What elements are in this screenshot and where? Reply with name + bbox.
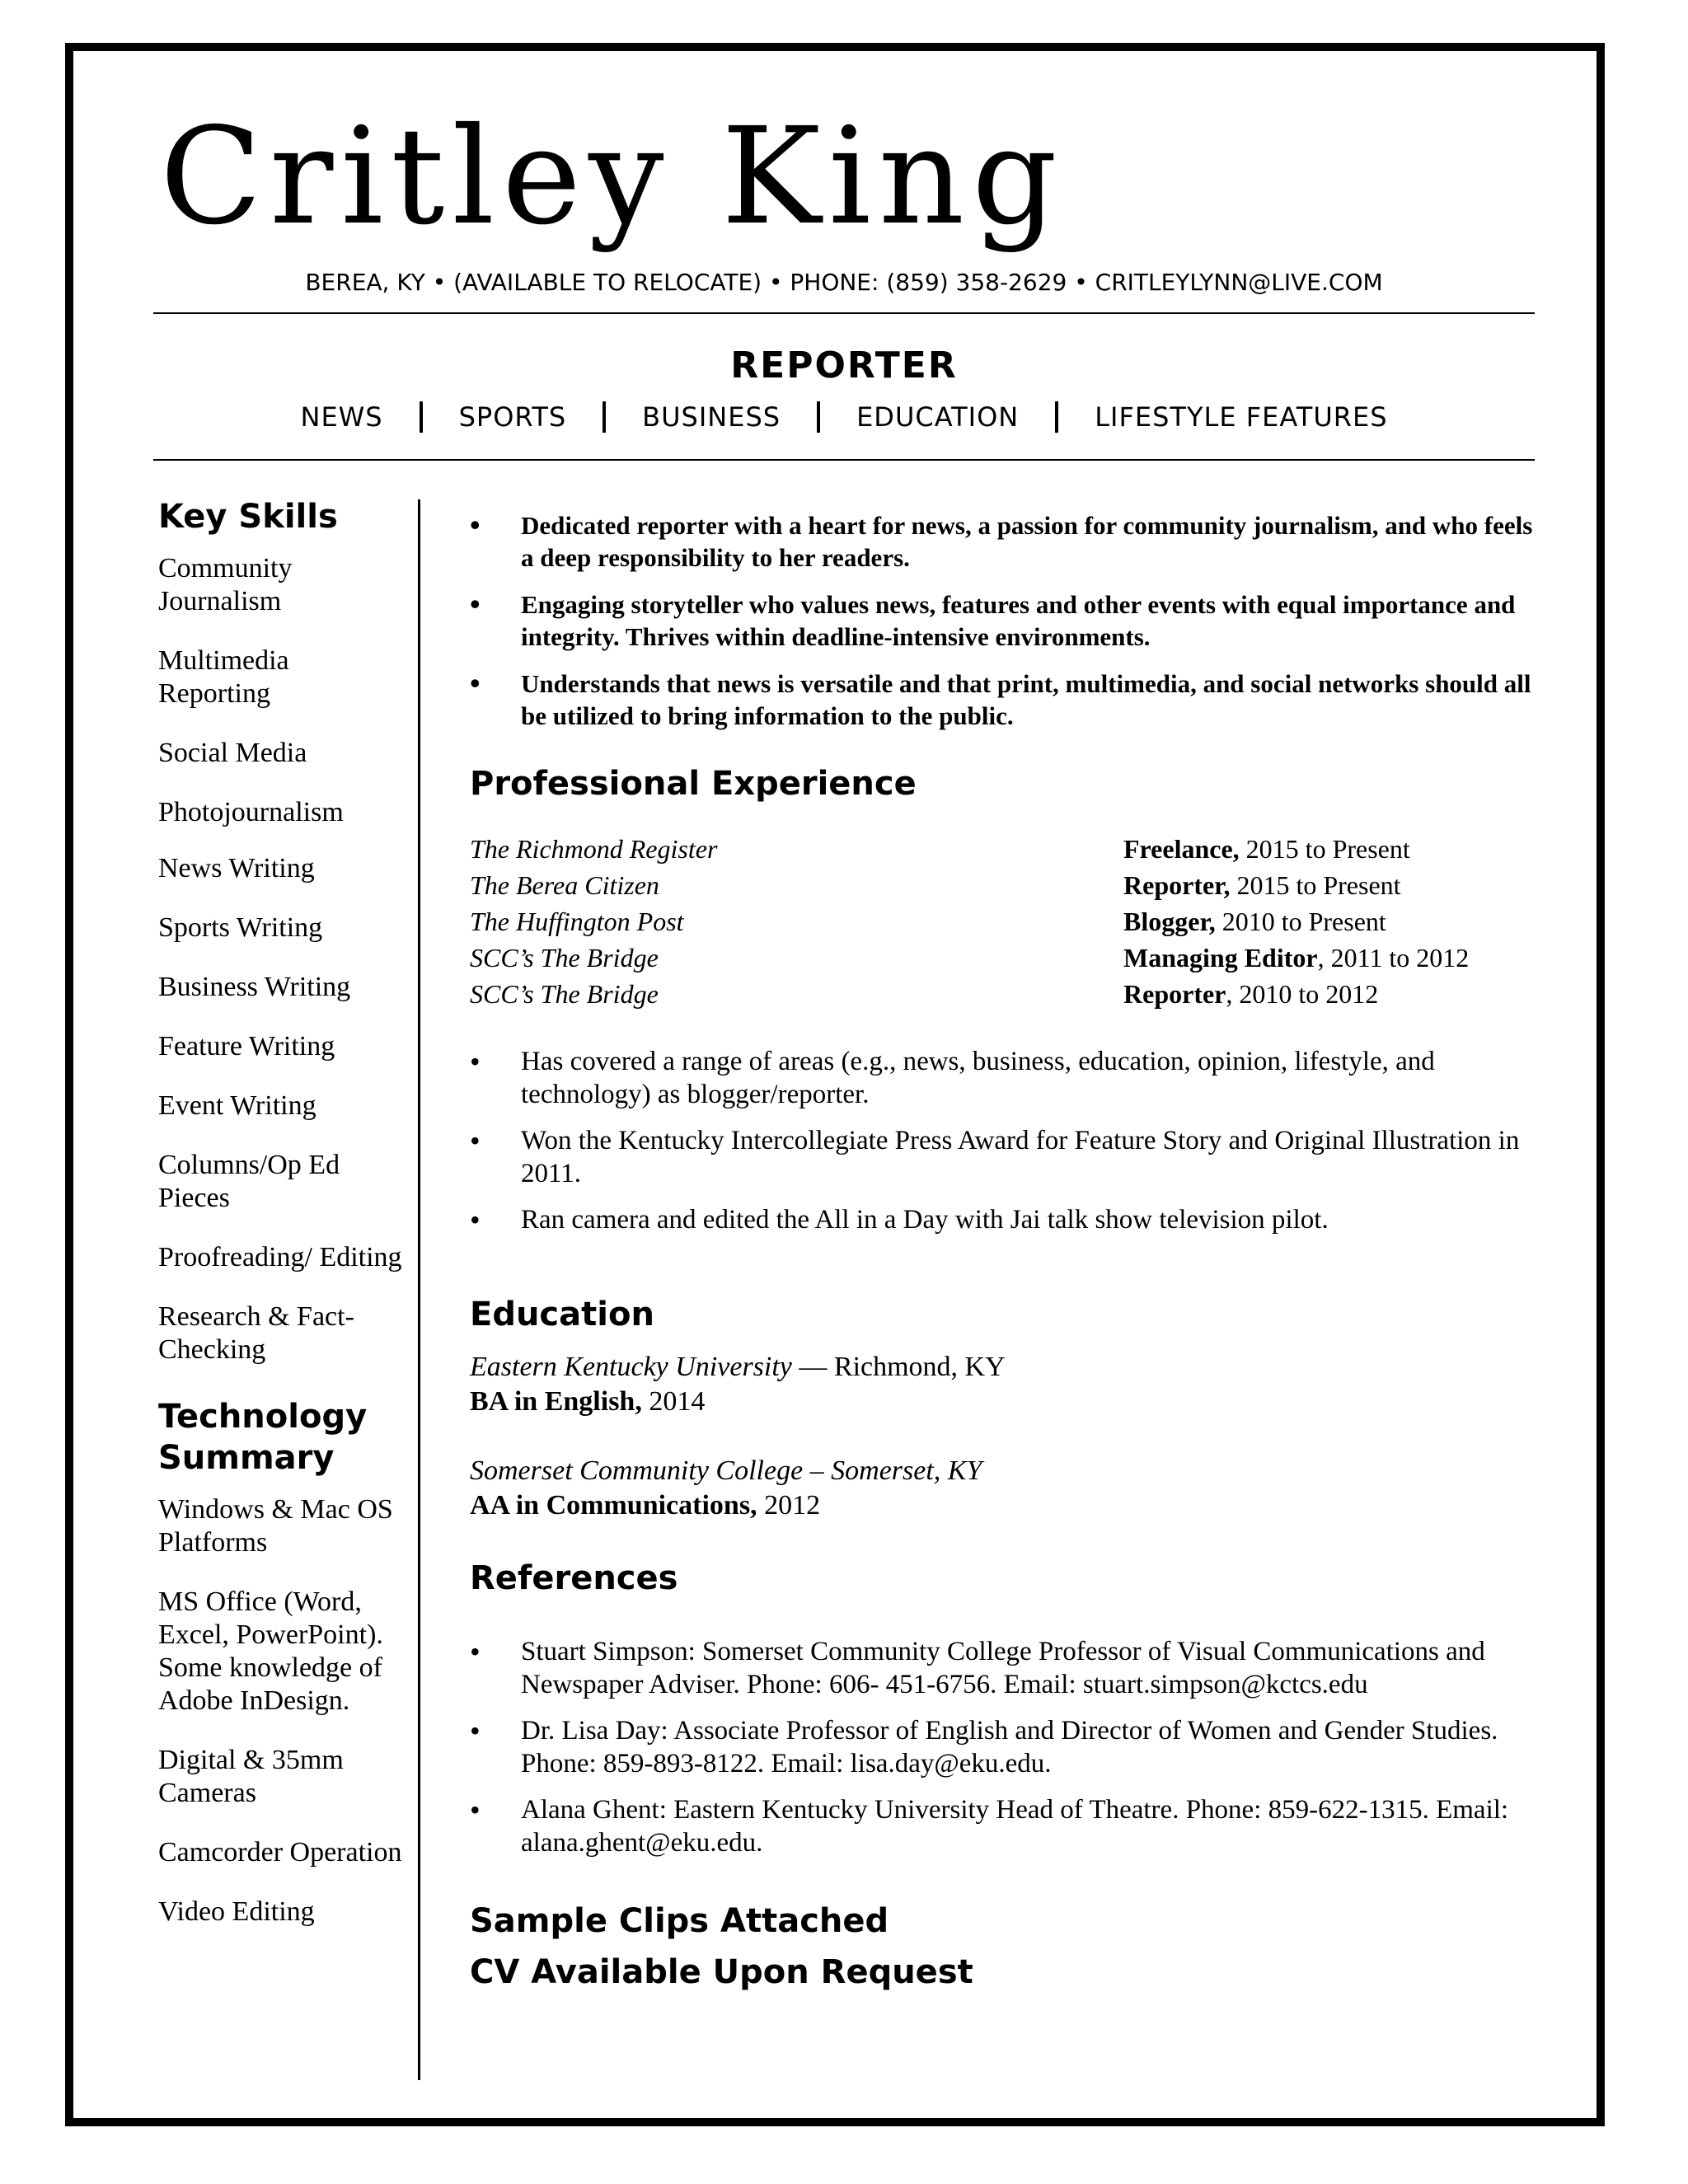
school-name: Eastern Kentucky University [470, 1352, 792, 1382]
candidate-name: Critley King [160, 100, 1065, 255]
section-divider [153, 459, 1535, 461]
experience-item: • Ran camera and edited the All in a Day with Jai talk show television pilot. [470, 1203, 1533, 1236]
tech-item: Windows & Mac OS Platforms [158, 1494, 393, 1558]
reference-item: • Stuart Simpson: Somerset Community College Professor of Visual Communications and Newspaper Adviser. Phone: 606- 451-6756. Email: stuart.simpson@kctcs.edu [470, 1635, 1533, 1701]
degree-year: 2012 [757, 1490, 821, 1521]
job-title: REPORTER [730, 344, 958, 387]
technology-list [158, 1493, 406, 1929]
sidebar [158, 496, 406, 1955]
job-position: Reporter, 2010 to 2012 [1123, 979, 1379, 1009]
focus-area: LIFESTYLE FEATURES [1095, 401, 1388, 433]
separator [420, 401, 423, 433]
job-row [470, 976, 1533, 1012]
focus-area: SPORTS [458, 401, 567, 433]
skill-item: Photojournalism [158, 797, 344, 827]
skill-item: Research & Fact-Checking [158, 1301, 354, 1365]
summary-item: • Understands that news is versatile and that print, multimedia, and social networks should all be utilized to bring information to the public. [470, 668, 1533, 732]
skill-item: News Writing [158, 853, 315, 883]
tech-item: Digital & 35mm Cameras [158, 1745, 344, 1808]
experience-heading: Professional Experience [470, 765, 917, 803]
cv-available-note: CV Available Upon Request [470, 1953, 973, 1991]
references-heading: References [470, 1559, 678, 1597]
header-divider [153, 312, 1535, 314]
focus-area: EDUCATION [856, 401, 1020, 433]
column-divider [418, 499, 420, 2080]
separator [603, 401, 606, 433]
job-position: Reporter, 2015 to Present [1123, 870, 1401, 900]
skill-item: Feature Writing [158, 1031, 335, 1062]
tech-item: MS Office (Word, Excel, PowerPoint). Some knowledge of Adobe InDesign. [158, 1586, 383, 1716]
skill-item: Multimedia Reporting [158, 645, 289, 709]
summary-item: • Dedicated reporter with a heart for news, a passion for community journalism, and who feels a deep responsibility to her readers. [470, 509, 1533, 574]
job-row [470, 903, 1533, 940]
job-organization: SCC’s The Bridge [470, 943, 659, 972]
contact-line: BEREA, KY • (AVAILABLE TO RELOCATE) • PHONE: (859) 358-2629 • CRITLEYLYNN@LIVE.COM [305, 269, 1383, 296]
reference-item: • Alana Ghent: Eastern Kentucky University Head of Theatre. Phone: 859-622-1315. Email: alana.ghent@eku.edu. [470, 1793, 1533, 1859]
focus-areas [153, 399, 1535, 435]
reference-item: • Dr. Lisa Day: Associate Professor of English and Director of Women and Gender Studies. Phone: 859-893-8122. Email: lisa.day@eku.edu. [470, 1714, 1533, 1780]
skill-item: Social Media [158, 738, 307, 768]
job-organization: The Richmond Register [470, 834, 718, 864]
skill-item: Event Writing [158, 1090, 316, 1121]
job-position: Managing Editor, 2011 to 2012 [1123, 943, 1470, 972]
school-location: — Richmond, KY [791, 1352, 1006, 1382]
experience-item: • Won the Kentucky Intercollegiate Press Award for Feature Story and Original Illustration in 2011. [470, 1124, 1533, 1190]
key-skills-list [158, 552, 406, 1366]
education-entry [470, 1454, 1533, 1523]
skill-item: Sports Writing [158, 912, 323, 943]
main-content [470, 509, 1533, 1998]
references-list [470, 1635, 1533, 1859]
sample-clips-note: Sample Clips Attached [470, 1902, 889, 1940]
experience-table [470, 831, 1533, 1012]
degree-year: 2014 [641, 1386, 706, 1417]
experience-item: • Has covered a range of areas (e.g., news, business, education, opinion, lifestyle, and technology) as blogger/reporter. [470, 1045, 1533, 1111]
education-heading: Education [470, 1296, 654, 1333]
school-name: Somerset Community College – Somerset, KY [470, 1455, 982, 1486]
job-row [470, 867, 1533, 903]
job-row [470, 831, 1533, 867]
skill-item: Community Journalism [158, 553, 293, 616]
degree: AA in Communications, [470, 1490, 757, 1521]
job-organization: SCC’s The Bridge [470, 979, 659, 1009]
summary-item: • Engaging storyteller who values news, features and other events with equal importance and integrity. Thrives within deadline-intensive environments. [470, 588, 1533, 653]
tech-item: Camcorder Operation [158, 1837, 402, 1868]
separator [817, 401, 820, 433]
job-position: Blogger, 2010 to Present [1123, 907, 1386, 936]
skill-item: Business Writing [158, 972, 351, 1002]
technology-heading: Technology Summary [158, 1398, 368, 1477]
job-row [470, 940, 1533, 976]
closing-notes [470, 1896, 1533, 1998]
job-position: Freelance, 2015 to Present [1123, 834, 1410, 864]
job-organization: The Berea Citizen [470, 870, 659, 900]
job-organization: The Huffington Post [470, 907, 684, 936]
skill-item: Columns/Op Ed Pieces [158, 1150, 340, 1213]
tech-item: Video Editing [158, 1896, 315, 1927]
experience-bullets [470, 1045, 1533, 1236]
degree: BA in English, [470, 1386, 642, 1417]
focus-area: BUSINESS [642, 401, 781, 433]
focus-area: NEWS [300, 401, 383, 433]
education-entry [470, 1350, 1533, 1419]
separator [1055, 401, 1058, 433]
skill-item: Proofreading/ Editing [158, 1242, 402, 1272]
key-skills-heading: Key Skills [158, 498, 338, 536]
summary-list [470, 509, 1533, 732]
